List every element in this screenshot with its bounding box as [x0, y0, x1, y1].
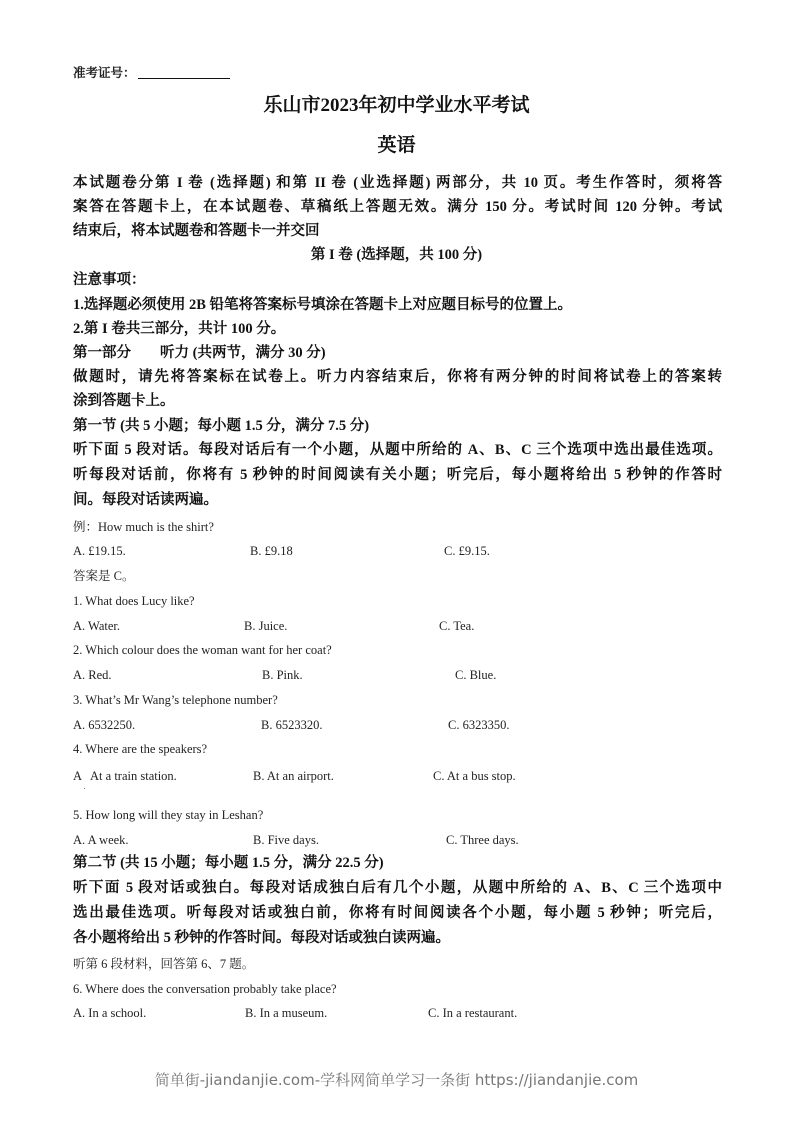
question: 3. What’s Mr Wang’s telephone number?: [73, 693, 278, 707]
part1-heading: 第一部分 听力 (共两节，满分 30 分): [73, 345, 326, 361]
option-a: A. Red.: [73, 668, 112, 682]
watermark: 简单街-jiandanjie.com-学科网简单学习一条街 https://jiandanjie.com: [154, 1071, 639, 1089]
question: 2. Which colour does the woman want for her coat?: [73, 643, 332, 657]
option-c: C. £9.15.: [444, 544, 490, 558]
option-b: B. In a museum.: [245, 1006, 328, 1020]
option-a: A. A week.: [73, 833, 129, 847]
intro-line: 本试题卷分第 I 卷 (选择题) 和第 II 卷 (业选择题) 两部分，共 10 页。考生作答时，须将答: [73, 175, 722, 191]
option-c: C. At a bus stop.: [433, 769, 516, 783]
question: 6. Where does the conversation probably take place?: [73, 982, 337, 996]
question: 5. How long will they stay in Leshan?: [73, 808, 264, 822]
question: 4. Where are the speakers?: [73, 742, 208, 756]
option-b: B. At an airport.: [253, 769, 334, 783]
option-b: B. Pink.: [262, 668, 303, 682]
option-a: A At a train station.: [73, 769, 177, 783]
section1-instruction: 听每段对话前，你将有 5 秒钟的时间阅读有关小题；听完后，每小题将给出 5 秒钟的作答时: [73, 467, 722, 483]
question: 1. What does Lucy like?: [73, 594, 195, 608]
section1-heading: 第一节 (共 5 小题；每小题 1.5 分，满分 7.5 分): [73, 418, 370, 434]
subject-title: 英语: [377, 135, 416, 156]
section1-instruction: 间。每段对话读两遍。: [73, 492, 218, 508]
option-a: A. 6532250.: [73, 718, 136, 732]
part1-instruction: 涂到答题卡上。: [73, 393, 175, 409]
example-answer: 答案是 C。: [73, 569, 135, 583]
exam-id-field: [73, 63, 230, 83]
option-a: A. In a school.: [73, 1006, 147, 1020]
option-b: B. Juice.: [244, 619, 288, 633]
example-question: 例：How much is the shirt?: [73, 520, 214, 534]
option-b: B. Five days.: [253, 833, 319, 847]
option-b: B. 6523320.: [261, 718, 323, 732]
volume-title: 第 I 卷 (选择题，共 100 分): [310, 247, 483, 263]
exam-id-blank: [138, 66, 230, 79]
note-item: 1.选择题必须使用 2B 铅笔将答案标号填涂在答题卡上对应题目标号的位置上。: [73, 297, 573, 313]
page-title: 乐山市2023年初中学业水平考试: [263, 95, 530, 116]
option-c: C. Blue.: [455, 668, 497, 682]
material-note: 听第 6 段材料，回答第 6、7 题。: [73, 957, 255, 971]
option-a: A. Water.: [73, 619, 121, 633]
option-c: C. In a restaurant.: [428, 1006, 518, 1020]
section2-instruction: 听下面 5 段对话或独白。每段对话成独白后有几个小题，从题中所给的 A、B、C 三个选项中: [73, 880, 722, 896]
note-item: 2.第 I 卷共三部分，共计 100 分。: [73, 321, 286, 337]
option-c: C. Tea.: [439, 619, 475, 633]
exam-id-label: 准考证号：: [73, 66, 136, 80]
option-a: A. £19.15.: [73, 544, 126, 558]
stray-mark: [84, 788, 85, 789]
option-c: C. 6323350.: [448, 718, 510, 732]
part1-instruction: 做题时，请先将答案标在试卷上。听力内容结束后，你将有两分钟的时间将试卷上的答案转: [73, 369, 722, 385]
section1-instruction: 听下面 5 段对话。每段对话后有一个小题，从题中所给的 A、B、C 三个选项中选出最佳选项。: [73, 442, 722, 458]
section2-heading: 第二节 (共 15 小题；每小题 1.5 分，满分 22.5 分): [73, 855, 384, 871]
intro-line: 案答在答题卡上，在本试题卷、草稿纸上答题无效。满分 150 分。考试时间 120 分钟。考试: [73, 199, 722, 215]
section2-instruction: 选出最佳选项。听每段对话或独白前，你将有时间阅读各个小题，每小题 5 秒钟；听完后，: [73, 905, 722, 921]
intro-line: 结束后，将本试题卷和答题卡一并交回: [73, 223, 320, 239]
option-b: B. £9.18: [250, 544, 293, 558]
notes-heading: 注意事项：: [73, 272, 146, 288]
section2-instruction: 各小题将给出 5 秒钟的作答时间。每段对话或独白读两遍。: [73, 930, 450, 946]
option-c: C. Three days.: [446, 833, 519, 847]
